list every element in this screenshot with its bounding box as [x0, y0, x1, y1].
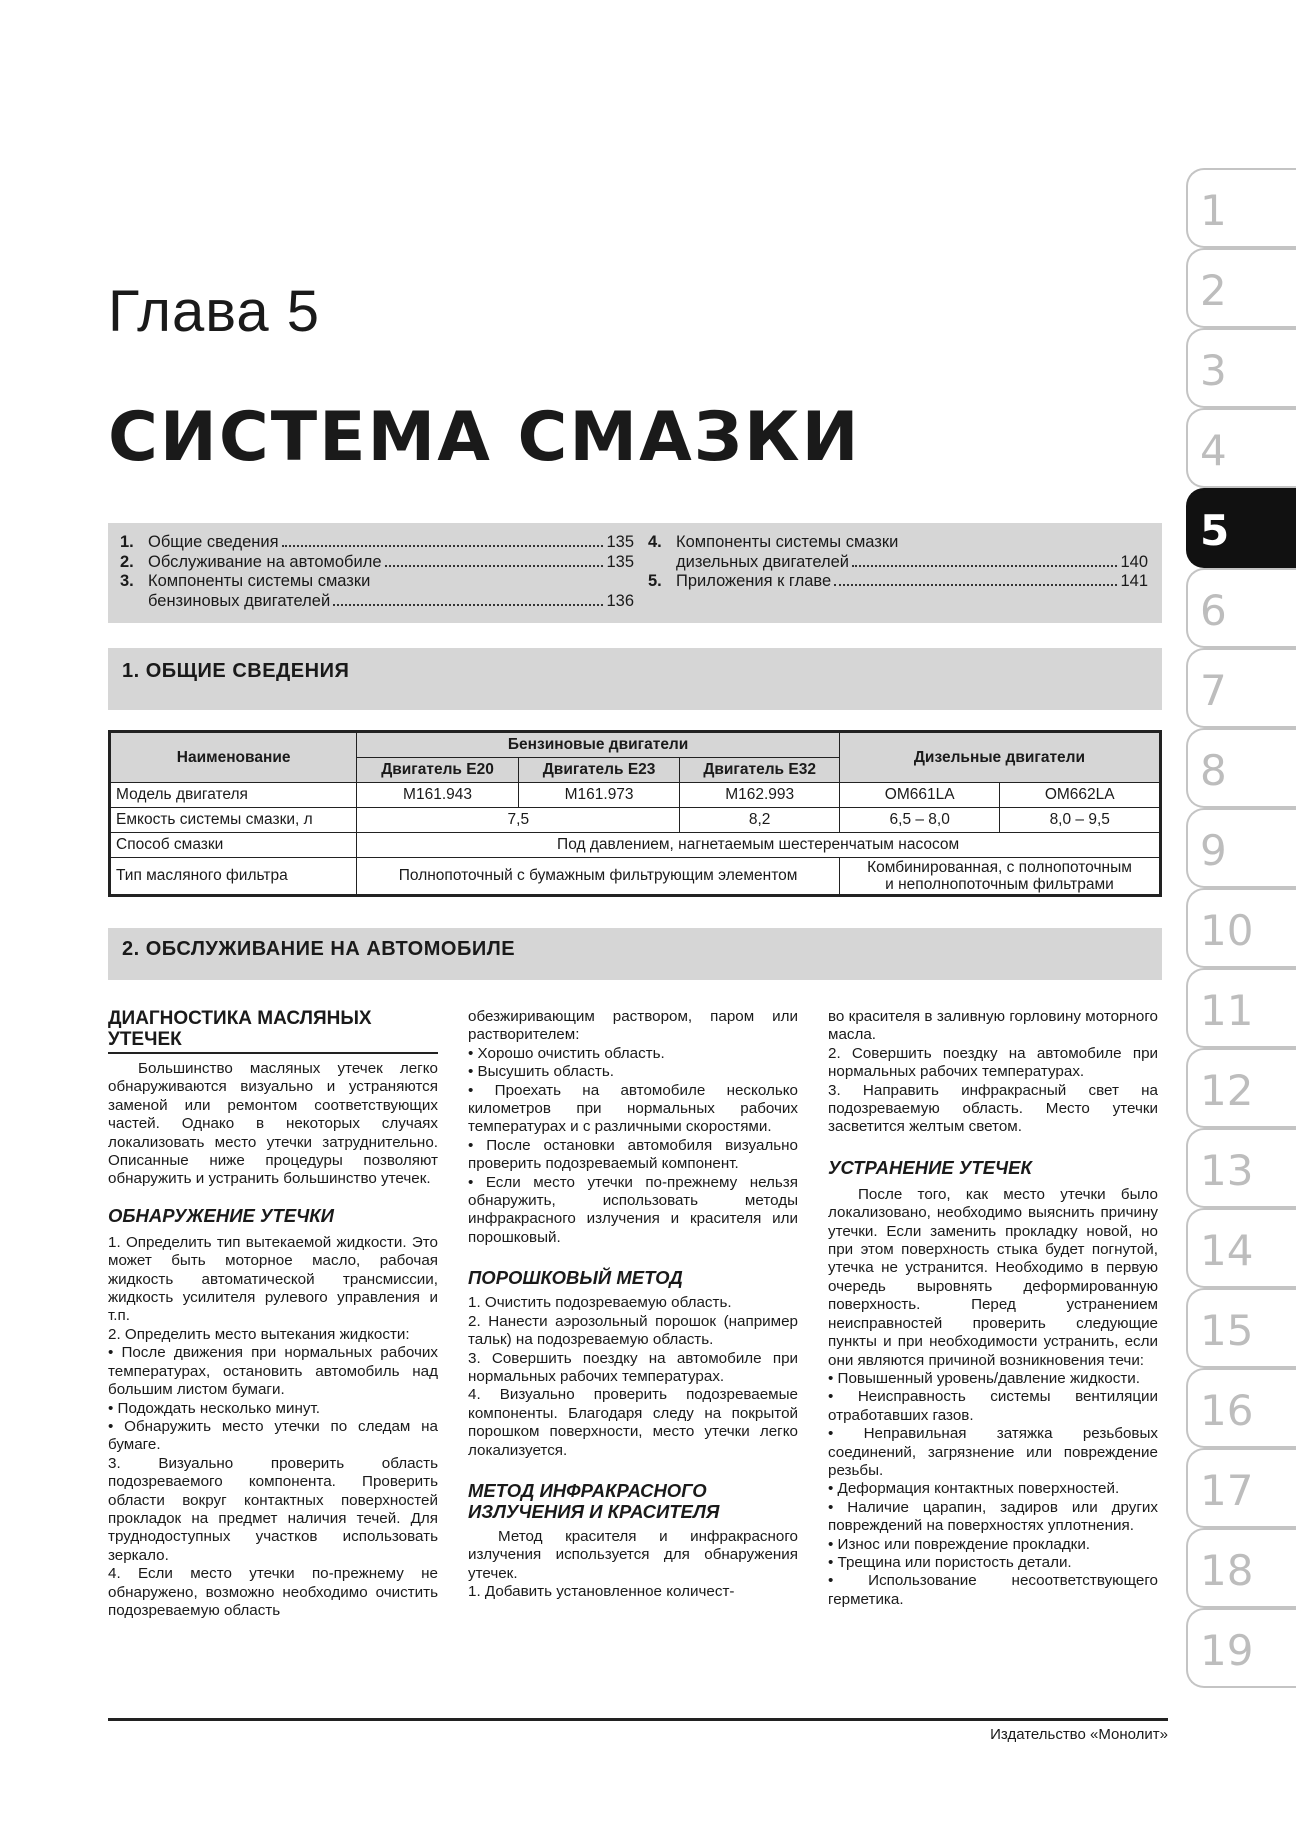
toc-item[interactable]: 4. Компоненты системы смазки дизельных двигателей 140 [648, 533, 1148, 571]
chapter-tab-17[interactable]: 17 [1186, 1448, 1296, 1528]
engine-spec-table [108, 730, 1162, 897]
subheading-infrared-dye-method: МЕТОД ИНФРАКРАСНОГО ИЗЛУЧЕНИЯ И КРАСИТЕЛЯ [468, 1479, 720, 1522]
chapter-tab-13[interactable]: 13 [1186, 1128, 1296, 1208]
chapter-tab-4[interactable]: 4 [1186, 408, 1296, 488]
text-column-2: обезжиривающим раствором, паром или растворителем: • Хорошо очистить область. • Высушить область. • Проехать на автомобиле несколько километров при нормальных рабочих температурах и с различными скоростями. • После остановки автомобиля визуально проверить подозреваемый компонент. • Если место утечки по-прежнему нельзя обнаружить, использовать методы инфракрасного излучения и красителя или порошковый. ПОРОШКОВЫЙ МЕТОД 1. Очистить подозреваемую область. 2. Нанести аэрозольный порошок (например тальк) на подозреваемую область. 3. Совершить поездку на автомобиле при нормальных рабочих температурах. 4. Визуально проверить подозреваемые компоненты. Благодаря следу на покрытой порошком поверхности, место утечки легко локализуется. МЕТОД ИНФРАКРАСНОГО ИЗЛУЧЕНИЯ И КРАСИТЕЛЯ Метод красителя и инфракрасного излучения используется для обнаружения утечек. 1. Добавить установленное количест- [468, 1008, 798, 1601]
text-column-3: во красителя в заливную горловину моторного масла. 2. Совершить поездку на автомобиле при нормальных рабочих температурах. 3. Направить инфракрасный свет на подозреваемую область. Место утечки засветится желтым светом. УСТРАНЕНИЕ УТЕЧЕК После того, как место утечки было локализовано, необходимо выяснить причину утечки. Если заменить прокладку новой, но при этом поверхность стыка будет погнутой, утечка не устранится. Необходимо в первую очередь выровнять деформированную поверхность. Перед устранением неисправностей проверить следующие пункты и при необходимости устранить, если они являются причиной возникновения течи: • Повышенный уровень/давление жидкости. • Неисправность системы вентиляции отработавших газов. • Неправильная затяжка резьбовых соединений, загрязнение или повреждение резьбы. • Деформация контактных поверхностей. • Наличие царапин, задиров или других повреждений на поверхностях уплотнения. • Износ или повреждение прокладки. • Трещина или пористость детали. • Использование несоответствующего герметика. [828, 1008, 1158, 1608]
table-header-row: Наименование Бензиновые двигатели Дизельные двигатели [110, 732, 1161, 758]
chapter-tab-8[interactable]: 8 [1186, 728, 1296, 808]
toc-item[interactable]: 1. Общие сведения 135 [120, 533, 634, 551]
toc-item[interactable]: 2. Обслуживание на автомобиле 135 [120, 552, 634, 571]
toc-item[interactable]: 3. Компоненты системы смазки бензиновых двигателей 136 [120, 572, 634, 610]
chapter-tab-15[interactable]: 15 [1186, 1288, 1296, 1368]
chapter-tab-7[interactable]: 7 [1186, 648, 1296, 728]
chapter-tab-11[interactable]: 11 [1186, 968, 1296, 1048]
chapter-tab-12[interactable]: 12 [1186, 1048, 1296, 1128]
table-row: Емкость системы смазки, л 7,5 8,2 6,5 – 8,0 8,0 – 9,5 [110, 808, 1161, 833]
subheading-powder-method: ПОРОШКОВЫЙ МЕТОД [468, 1267, 683, 1289]
table-row: Тип масляного фильтра Полнопоточный с бумажным фильтрующим элементом Комбинированная, с полнопоточным и неполнопоточным фильтрами [110, 858, 1161, 896]
toc-item[interactable]: 5. Приложения к главе 141 [648, 572, 1148, 590]
chapter-tab-3[interactable]: 3 [1186, 328, 1296, 408]
toc-right-column [648, 533, 1148, 592]
chapter-tab-9[interactable]: 9 [1186, 808, 1296, 888]
chapter-title: СИСТЕМА СМАЗКИ [108, 398, 861, 477]
chapter-tab-6[interactable]: 6 [1186, 568, 1296, 648]
publisher-footer: Издательство «Монолит» [990, 1726, 1168, 1743]
chapter-tab-1[interactable]: 1 [1186, 168, 1296, 248]
chapter-tab-19[interactable]: 19 [1186, 1608, 1296, 1688]
table-header-row: Двигатель E20 Двигатель E23 Двигатель E32 [110, 758, 1161, 783]
subheading-leak-diagnostics: ДИАГНОСТИКА МАСЛЯНЫХ УТЕЧЕК [108, 1008, 438, 1054]
table-row: Модель двигателя M161.943 M161.973 M162.993 OM661LA OM662LA [110, 783, 1161, 808]
chapter-tab-18[interactable]: 18 [1186, 1528, 1296, 1608]
footer-rule [108, 1718, 1168, 1721]
subheading-leak-repair: УСТРАНЕНИЕ УТЕЧЕК [828, 1156, 1032, 1178]
subheading-leak-detection: ОБНАРУЖЕНИЕ УТЕЧКИ [108, 1204, 334, 1226]
section-heading-service: 2. ОБСЛУЖИВАНИЕ НА АВТОМОБИЛЕ [108, 928, 1162, 980]
chapter-tab-5-active[interactable]: 5 [1186, 488, 1296, 568]
chapter-label: Глава 5 [108, 279, 321, 344]
chapter-tab-10[interactable]: 10 [1186, 888, 1296, 968]
chapter-tab-16[interactable]: 16 [1186, 1368, 1296, 1448]
section-heading-general: 1. ОБЩИЕ СВЕДЕНИЯ [108, 648, 1162, 710]
text-column-1: ДИАГНОСТИКА МАСЛЯНЫХ УТЕЧЕК Большинство масляных утечек легко обнаруживаются визуально и устраняются заменой или ремонтом соответствующих частей. Однако в некоторых случаях локализовать место утечки затруднительно. Описанные ниже процедуры позволяют обнаружить и устранить большинство утечек. ОБНАРУЖЕНИЕ УТЕЧКИ 1. Определить тип вытекаемой жидкости. Это может быть моторное масло, рабочая жидкость автоматической трансмиссии, жидкость усилителя рулевого управления и т.п. 2. Определить место вытекания жидкости: • После движения при нормальных рабочих температурах, остановить автомобиль над большим листом бумаги. • Подождать несколько минут. • Обнаружить место утечки по следам на бумаге. 3. Визуально проверить область подозреваемого компонента. Проверить области вокруг контактных поверхностей прокладок на предмет наличия течей. Для труднодоступных участков использовать зеркало. 4. Если место утечки по-прежнему не обнаружено, возможно необходимо очистить подозреваемую область [108, 1008, 438, 1619]
toc-left-column [120, 533, 634, 611]
table-row: Способ смазки Под давлением, нагнетаемым шестеренчатым насосом [110, 833, 1161, 858]
chapter-tab-2[interactable]: 2 [1186, 248, 1296, 328]
chapter-tab-14[interactable]: 14 [1186, 1208, 1296, 1288]
chapter-contents [108, 523, 1162, 623]
